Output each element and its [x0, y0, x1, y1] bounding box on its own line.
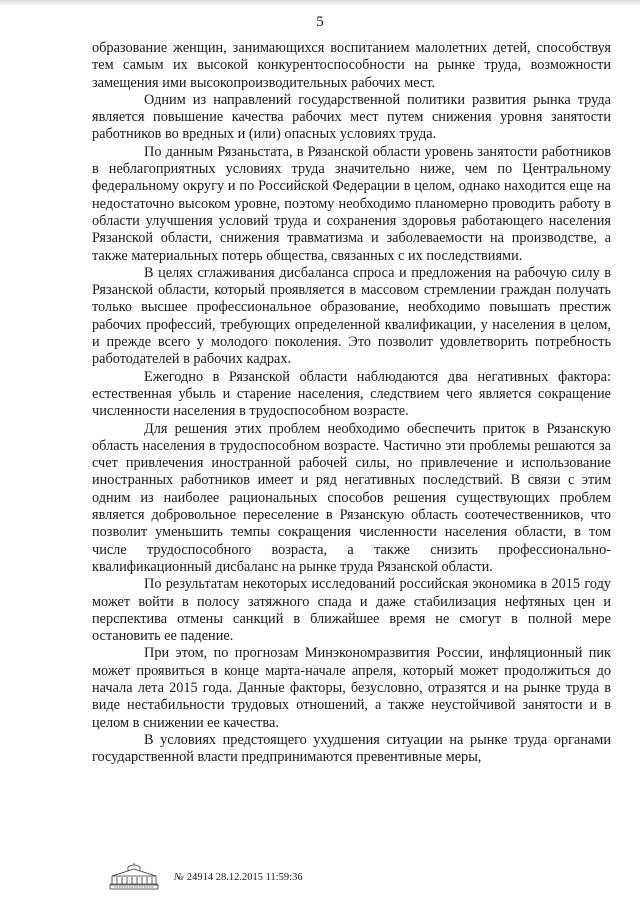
registration-stamp — [174, 872, 303, 883]
paragraph: При этом, по прогнозам Минэкономразвития России, инфляционный пик может проявиться в конце марта-начале апреля, который может продолжиться до начала лета 2015 года. Данные факторы, безусловно, отразятся и на рынке труда в виде нестабильности трудовых отношений, а также неустойчивой занятости и в целом в снижении ее качества. — [92, 645, 611, 731]
page-number: 5 — [316, 14, 324, 30]
document-footer — [108, 862, 468, 890]
paragraph: Для решения этих проблем необходимо обеспечить приток в Рязанскую область населения в трудоспособном возрасте. Частично эти проблемы решаются за счет привлечения иностранной рабочей силы, но привлечение и использование иностранных работников имеет и ряд негативных последствий. В связи с этим одним из наиболее рациональных способов решения существующих проблем является добровольное переселение в Рязанскую область соотечественников, что позволит уменьшить темпы сокращения численности населения области, в том числе трудоспособного возраста, а также снизить профессионально-квалификационный дисбаланс на рынке труда Рязанской области. — [92, 420, 611, 575]
paragraph: По данным Рязаньстата, в Рязанской области уровень занятости работников в неблагоприятных условиях труда значительно ниже, чем по Центральному федеральному округу и по Российской Федерации в целом, однако находится еще на недостаточно высоком уровне, поэтому необходимо планомерно проводить работу в области улучшения условий труда и сохранения здоровья работающего населения Рязанской области, снижения травматизма и заболеваемости на производстве, а также материальных потерь общества, связанных с их последствиями. — [92, 143, 611, 264]
government-building-seal-icon — [108, 862, 160, 890]
number-sign: № — [174, 872, 184, 883]
paragraph: Ежегодно в Рязанской области наблюдаются два негативных фактора: естественная убыль и старение населения, следствием чего является сокращение численности населения в трудоспособном возрасте. — [92, 368, 611, 420]
registration-number-date: 24914 28.12.2015 11:59:36 — [186, 872, 303, 883]
paragraph: В целях сглаживания дисбаланса спроса и предложения на рабочую силу в Рязанской области, который проявляется в массовом стремлении граждан получать только высшее профессиональное образование, необходимо повышать престиж рабочих профессий, требующих определенной квалификации, у населения в целом, и прежде всего у молодого поколения. Это позволит удовлетворить потребность работодателей в рабочих кадрах. — [92, 264, 611, 368]
document-body — [92, 40, 611, 766]
paragraph: образование женщин, занимающихся воспитанием малолетних детей, способствуя тем самым их высокой конкурентоспособности на рынке труда, возможности замещения ими высокопроизводительных рабочих мест. — [92, 40, 611, 91]
paragraph: По результатам некоторых исследований российская экономика в 2015 году может войти в полосу затяжного спада и даже стабилизация нефтяных цен и перспектива отмены санкций в ближайшее время не смогут в полной мере остановить ее падение. — [92, 576, 611, 645]
scan-edge — [0, 0, 640, 6]
paragraph: Одним из направлений государственной политики развития рынка труда является повышение качества рабочих мест путем снижения уровня занятости работников во вредных и (или) опасных условиях труда. — [92, 91, 611, 143]
paragraph: В условиях предстоящего ухудшения ситуации на рынке труда органами государственной власти предпринимаются превентивные меры, — [92, 731, 611, 766]
